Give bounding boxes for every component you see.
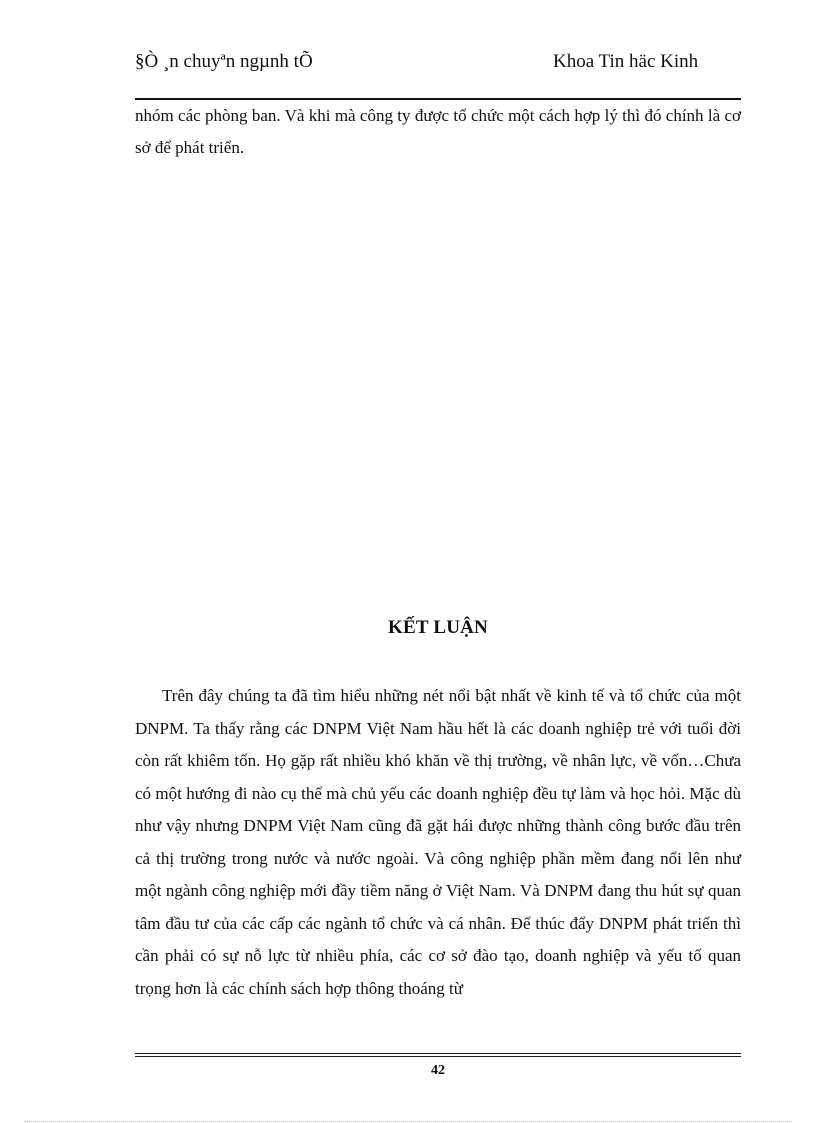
- intro-paragraph: nhóm các phòng ban. Và khi mà công ty được tổ chức một cách hợp lý thì đó chính là cơ sở để phát triển.: [135, 106, 741, 157]
- conclusion-paragraph: Trên đây chúng ta đã tìm hiểu những nét nổi bật nhất về kinh tế và tổ chức của một DNPM. Ta thấy rằng các DNPM Việt Nam hầu hết là các doanh nghiệp trẻ với tuổi đời còn rất khiêm tốn. Họ gặp rất nhiều khó khăn về thị trường, về nhân lực, về vốn…Chưa có một hướng đi nào cụ thể mà chủ yếu các doanh nghiệp đều tự làm và học hỏi. Mặc dù như vậy nhưng DNPM Việt Nam cũng đã gặt hái được những thành công bước đầu trên cả thị trường trong nước và nước ngoài. Và công nghiệp phần mềm đang nổi lên như một ngành công nghiệp mới đầy tiềm năng ở Việt Nam. Và DNPM đang thu hút sự quan tâm đầu tư của các cấp các ngành tổ chức và cá nhân. Để thúc đẩy DNPM phát triển thì cần phải có sự nỗ lực từ nhiều phía, các cơ sở đào tạo, doanh nghiệp và yếu tố quan trọng hơn là các chính sách hợp thông thoáng từ: [135, 686, 741, 998]
- footer-divider-bottom: [135, 1056, 741, 1057]
- footer-divider-top: [135, 1053, 741, 1054]
- section-title: KẾT LUẬN: [388, 617, 488, 638]
- page-bottom-dotted-border: [24, 1121, 792, 1122]
- header-left-text: §Ò ¸n chuyªn ngµnh tÕ: [135, 51, 313, 72]
- header-right-text: Khoa Tin häc Kinh: [553, 51, 699, 72]
- page-number: 42: [431, 1063, 445, 1078]
